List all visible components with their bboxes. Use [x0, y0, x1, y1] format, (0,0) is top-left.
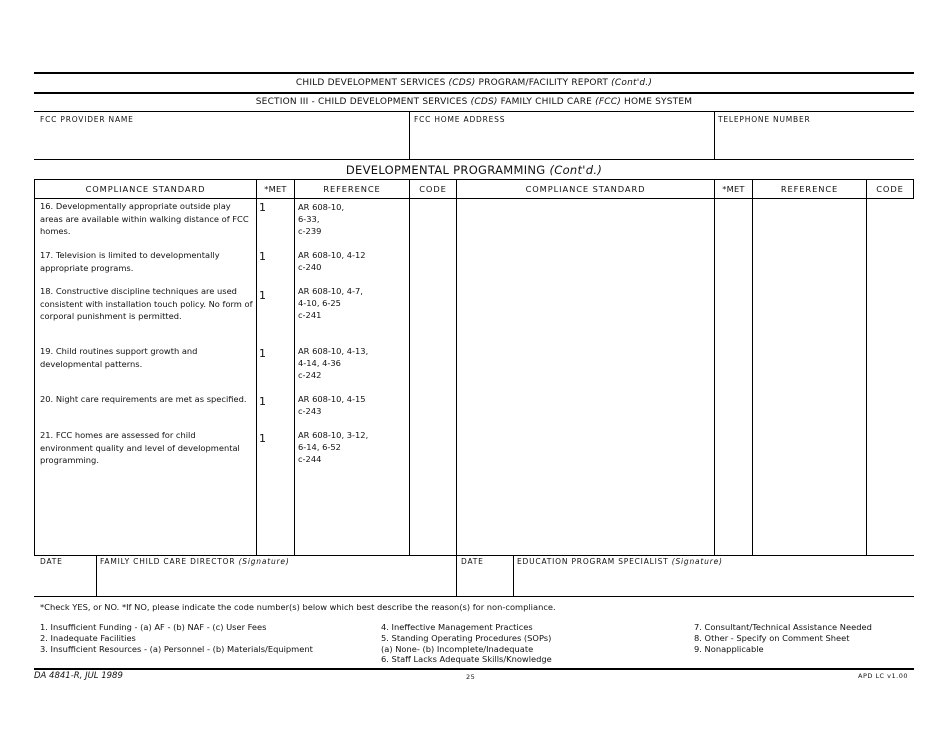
col-divider-met-left [256, 179, 257, 555]
date-label-left: DATE [40, 557, 63, 566]
standard-18-code[interactable] [411, 284, 455, 340]
standard-19-code[interactable] [411, 344, 455, 388]
section-title-abbr2: (FCC) [595, 97, 621, 107]
reason-codes-col1: 1. Insufficient Funding - (a) AF - (b) NAF - (c) User Fees 2. Inadequate Facilities 3. Insufficient Resources - (a) Personnel - (b) Materials/Equipment [40, 622, 313, 654]
reason-codes-col3: 7. Consultant/Technical Assistance Needed 8. Other - Specify on Comment Sheet 9. Nonapplicable [694, 622, 872, 654]
specialist-signature-word: (Signature) [671, 557, 723, 566]
table-header-bottom-rule [34, 198, 914, 199]
programming-title-contd: (Cont'd.) [549, 163, 603, 177]
standard-21-reference: AR 608-10, 3-12, 6-14, 6-52 c-244 [298, 430, 369, 464]
standard-21-code[interactable] [411, 428, 455, 472]
section-title-suffix: HOME SYSTEM [620, 97, 693, 107]
standard-18-met[interactable]: 1 [259, 289, 266, 302]
standard-18-reference: AR 608-10, 4-7, 4-10, 6-25 c-241 [298, 286, 363, 320]
specialist-label-text: EDUCATION PROGRAM SPECIALIST [517, 557, 672, 566]
standard-16-reference: AR 608-10, 6-33, c-239 [298, 202, 345, 236]
director-signature-word: (Signature) [238, 557, 290, 566]
standard-17-reference: AR 608-10, 4-12 c-240 [298, 250, 366, 272]
signature-divider-right [513, 555, 514, 596]
standard-21-text: 21. FCC homes are assessed for child environment quality and level of developmental programming. [40, 430, 240, 465]
standard-20-met[interactable]: 1 [259, 395, 266, 408]
standard-17-text: 17. Television is limited to developmentally appropriate programs. [40, 250, 220, 273]
col-divider-ref-right [752, 179, 753, 555]
standard-16-text: 16. Developmentally appropriate outside play areas are available within walking distance of FCC homes. [40, 201, 249, 236]
director-signature-label [100, 557, 290, 566]
programming-title-text: DEVELOPMENTAL PROGRAMMING [345, 163, 550, 177]
standard-17-met[interactable]: 1 [259, 250, 266, 263]
col-header-reference-left: REFERENCE [323, 184, 381, 194]
report-title [34, 78, 914, 88]
date-label-right: DATE [461, 557, 484, 566]
page-number: 25 [466, 673, 476, 681]
report-title-abbr: (CDS) [448, 78, 476, 88]
title-divider [34, 92, 914, 94]
col-header-met-right: *MET [722, 184, 745, 194]
reason-codes-col2: 4. Ineffective Management Practices 5. Standing Operating Procedures (SOPs) (a) None- (b) Incomplete/Inadequate 6. Staff Lacks Adequate Skills/Knowledge [381, 622, 552, 665]
report-title-middle: PROGRAM/FACILITY REPORT [475, 78, 612, 88]
standard-18-text: 18. Constructive discipline techniques are used consistent with installation touch policy. No form of corporal punishment is permitted. [40, 286, 253, 321]
table-left-border [34, 179, 35, 555]
table-bottom-rule [34, 555, 914, 556]
col-header-standard-right: COMPLIANCE STANDARD [525, 184, 646, 194]
col-divider-middle [456, 179, 457, 596]
date-field-right[interactable] [458, 567, 512, 595]
col-header-standard-left: COMPLIANCE STANDARD [85, 184, 206, 194]
top-thick-rule [34, 72, 914, 74]
report-title-prefix: CHILD DEVELOPMENT SERVICES [295, 78, 449, 88]
standard-19-text: 19. Child routines support growth and developmental patterns. [40, 346, 198, 369]
section-title [34, 97, 914, 107]
table-header-top-rule [34, 179, 914, 180]
specialist-signature-label [517, 557, 723, 566]
bottom-thick-rule [34, 668, 914, 670]
standard-21-met[interactable]: 1 [259, 432, 266, 445]
signature-bottom-rule [34, 596, 914, 597]
telephone-field[interactable] [716, 124, 912, 158]
standard-19-met[interactable]: 1 [259, 347, 266, 360]
provider-name-field[interactable] [35, 124, 407, 158]
section-title-middle: FAMILY CHILD CARE [497, 97, 596, 107]
col-divider-code-right [866, 179, 867, 555]
date-field-left[interactable] [35, 567, 95, 595]
version-label: APD LC v1.00 [858, 672, 908, 680]
col-header-reference-right: REFERENCE [780, 184, 839, 194]
home-address-label: FCC HOME ADDRESS [414, 115, 506, 124]
col-divider-met-right [714, 179, 715, 555]
standard-20-text: 20. Night care requirements are met as specified. [40, 394, 247, 404]
compliance-note: *Check YES, or NO. *If NO, please indicate the code number(s) below which best describe the reason(s) for non-compliance. [40, 602, 556, 612]
signature-divider-left [96, 555, 97, 596]
section-title-prefix: SECTION III - CHILD DEVELOPMENT SERVICES [255, 97, 471, 107]
col-divider-code-left [409, 179, 410, 555]
home-address-field[interactable] [411, 124, 712, 158]
section-divider [34, 111, 914, 112]
col-header-met-left: *MET [264, 184, 287, 194]
section-title-abbr1: (CDS) [470, 97, 498, 107]
standard-19-reference: AR 608-10, 4-13, 4-14, 4-36 c-242 [298, 346, 369, 380]
provider-bottom-rule [34, 159, 914, 160]
director-signature-field[interactable] [98, 567, 454, 595]
standard-17-code[interactable] [411, 248, 455, 282]
telephone-label: TELEPHONE NUMBER [718, 115, 811, 124]
provider-name-label: FCC PROVIDER NAME [40, 115, 134, 124]
specialist-signature-field[interactable] [515, 567, 912, 595]
report-title-contd: (Cont'd.) [611, 78, 653, 88]
table-right-border [913, 179, 914, 198]
standard-16-met[interactable]: 1 [259, 201, 266, 214]
provider-divider-2 [714, 111, 715, 159]
col-header-code-right: CODE [876, 184, 904, 194]
standard-20-reference: AR 608-10, 4-15 c-243 [298, 394, 366, 416]
standard-16-code[interactable] [411, 200, 455, 246]
col-header-code-left: CODE [419, 184, 447, 194]
form-identifier: DA 4841-R, JUL 1989 [34, 671, 123, 681]
director-label-text: FAMILY CHILD CARE DIRECTOR [100, 557, 239, 566]
programming-title [34, 163, 914, 177]
provider-divider-1 [409, 111, 410, 159]
col-divider-ref-left [294, 179, 295, 555]
standard-20-code[interactable] [411, 392, 455, 426]
